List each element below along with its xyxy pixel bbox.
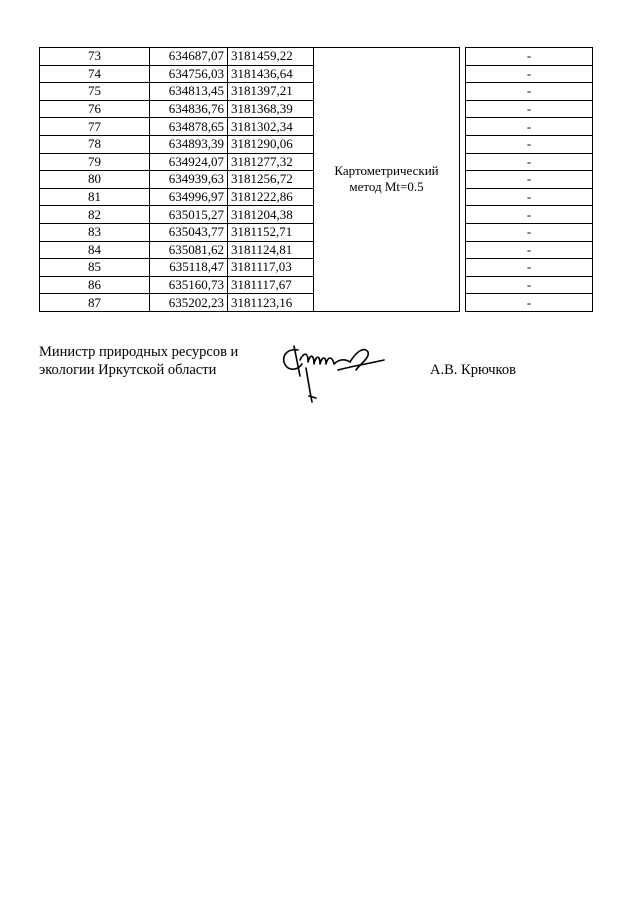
accuracy-cell: - (466, 65, 593, 83)
point-number-cell: 82 (40, 206, 150, 224)
coordinate-x-cell: 634893,39 (150, 135, 228, 153)
coordinate-y-cell: 3181222,86 (228, 188, 314, 206)
coordinate-x-cell: 635160,73 (150, 276, 228, 294)
signatory-position-line-2: экологии Иркутской области (39, 362, 217, 378)
coordinate-x-cell: 634836,76 (150, 100, 228, 118)
accuracy-cell: - (466, 259, 593, 277)
point-number-cell: 86 (40, 276, 150, 294)
accuracy-cell: - (466, 241, 593, 259)
coordinate-x-cell: 634687,07 (150, 48, 228, 66)
coordinate-y-cell: 3181459,22 (228, 48, 314, 66)
point-number-cell: 77 (40, 118, 150, 136)
signatory-name: А.В. Крючков (430, 362, 516, 378)
point-number-cell: 81 (40, 188, 150, 206)
coordinate-y-cell: 3181152,71 (228, 223, 314, 241)
coordinate-y-cell: 3181302,34 (228, 118, 314, 136)
coordinate-x-cell: 635202,23 (150, 294, 228, 312)
coordinate-x-cell: 634996,97 (150, 188, 228, 206)
determination-method-cell (314, 48, 460, 312)
coordinate-y-cell: 3181397,21 (228, 83, 314, 101)
coordinate-x-cell: 634924,07 (150, 153, 228, 171)
coordinate-x-cell: 634813,45 (150, 83, 228, 101)
coordinate-x-cell: 635043,77 (150, 223, 228, 241)
accuracy-cell: - (466, 294, 593, 312)
handwritten-signature (276, 340, 388, 406)
coordinate-y-cell: 3181123,16 (228, 294, 314, 312)
coordinate-y-cell: 3181117,67 (228, 276, 314, 294)
accuracy-cell: - (466, 100, 593, 118)
coordinate-y-cell: 3181277,32 (228, 153, 314, 171)
coordinate-y-cell: 3181204,38 (228, 206, 314, 224)
accuracy-cell: - (466, 171, 593, 189)
point-number-cell: 84 (40, 241, 150, 259)
accuracy-cell: - (466, 48, 593, 66)
accuracy-cell: - (466, 83, 593, 101)
signatory-position-line-1: Министр природных ресурсов и (39, 344, 239, 360)
point-number-cell: 85 (40, 259, 150, 277)
point-number-cell: 80 (40, 171, 150, 189)
point-number-cell: 78 (40, 135, 150, 153)
coordinate-y-cell: 3181124,81 (228, 241, 314, 259)
coordinates-table-body (40, 48, 593, 312)
coordinate-y-cell: 3181290,06 (228, 135, 314, 153)
point-number-cell: 83 (40, 223, 150, 241)
method-text-line-1: Картометрический (334, 163, 439, 179)
coordinate-y-cell: 3181368,39 (228, 100, 314, 118)
point-number-cell: 74 (40, 65, 150, 83)
coordinate-x-cell: 634939,63 (150, 171, 228, 189)
coordinate-x-cell: 634756,03 (150, 65, 228, 83)
point-number-cell: 76 (40, 100, 150, 118)
point-number-cell: 79 (40, 153, 150, 171)
point-number-cell: 87 (40, 294, 150, 312)
accuracy-cell: - (466, 153, 593, 171)
accuracy-cell: - (466, 223, 593, 241)
method-text-line-2: метод Mt=0.5 (349, 179, 424, 195)
coordinate-x-cell: 635081,62 (150, 241, 228, 259)
signatory-position (39, 343, 238, 379)
accuracy-cell: - (466, 206, 593, 224)
accuracy-cell: - (466, 118, 593, 136)
coordinate-x-cell: 634878,65 (150, 118, 228, 136)
point-number-cell: 73 (40, 48, 150, 66)
accuracy-cell: - (466, 135, 593, 153)
point-number-cell: 75 (40, 83, 150, 101)
accuracy-cell: - (466, 188, 593, 206)
table-row (40, 48, 593, 66)
coordinate-x-cell: 635015,27 (150, 206, 228, 224)
coordinates-table (39, 47, 593, 312)
accuracy-cell: - (466, 276, 593, 294)
coordinate-y-cell: 3181256,72 (228, 171, 314, 189)
coordinate-y-cell: 3181117,03 (228, 259, 314, 277)
coordinate-y-cell: 3181436,64 (228, 65, 314, 83)
coordinate-x-cell: 635118,47 (150, 259, 228, 277)
